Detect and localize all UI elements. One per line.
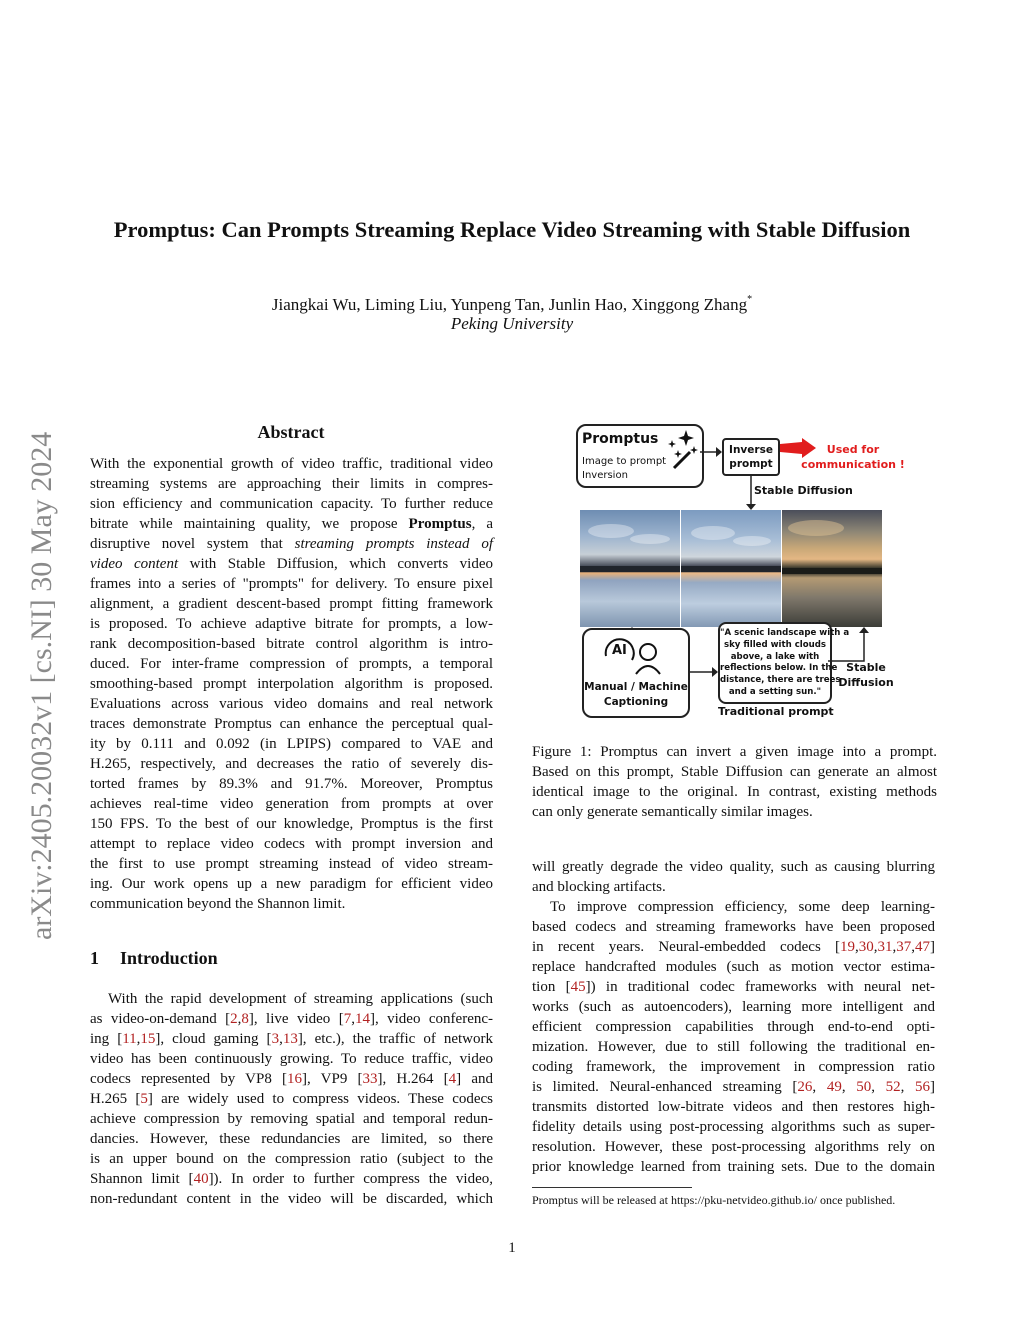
text-line: sion efficiency and communication capacity. To further reduce [90,496,493,512]
citation-link[interactable]: 7 [343,1011,352,1027]
captioning-box [582,628,690,718]
text-line: the first to use prompt streaming instead of video stream- [90,856,493,872]
prompt-line: sky filled with clouds [723,639,827,650]
traditional-prompt-box [718,622,850,704]
text-line: smoothing-based prompt interpolation algorithm is proposed. [90,676,493,692]
captioning-label-line: Captioning [603,696,669,708]
citation-link[interactable]: 5 [140,1091,148,1107]
page-number: 1 [508,1240,516,1256]
citation-link[interactable]: 52 [885,1079,901,1095]
text-line: Evaluations across various video domains and real network [90,696,493,712]
text-line: ing. Our work opens up a new paradigm for efficient video [90,876,493,892]
text-line: 150 FPS. To the best of our knowledge, Promptus is the first [90,816,493,832]
citation-link[interactable]: 19 [840,939,855,955]
text-line: resolution. However, these post-processing algorithms rely on [532,1139,935,1155]
corresponding-author-mark: * [747,294,753,305]
text-line: in recent years. Neural-embedded codecs [19,30,31,37,47] [532,939,935,955]
stable-diffusion-label: Stable Diffusion [754,484,853,497]
text-line: alignment, a gradient descent-based prompt fitting framework [90,596,493,612]
emphasis-text: streaming prompts instead of [294,536,494,552]
figure-caption [532,742,937,822]
label-line: Diffusion [838,676,894,689]
prompt-line: and a setting sun." [728,686,822,697]
citation-link[interactable]: 37 [896,939,912,955]
promptus-box-subtitle: Image to prompt [582,456,667,467]
citation-link[interactable]: 3 [271,1031,280,1047]
stable-diffusion-right-label [836,660,896,690]
authors-text: Jiangkai Wu, Liming Liu, Yunpeng Tan, Junlin Hao, Xinggong Zhang [271,295,748,314]
text-line: is an upper bound on the compression ratio (subject to the [90,1151,493,1167]
caption-line: Figure 1: Promptus can invert a given image into a prompt. [532,744,937,760]
citation-link[interactable]: 40 [193,1171,209,1187]
text-line: disruptive novel system that streaming prompts instead of [90,536,494,552]
traditional-prompt-label: Traditional prompt [718,705,834,718]
affiliation: Peking University [450,314,574,333]
promptus-box-title: Promptus [582,431,659,447]
citation-link[interactable]: 2 [230,1011,238,1027]
text-line: coding framework, the improvement in compression ratio [532,1059,935,1075]
text-line: H.265 [5] are widely used to compress videos. These codecs [90,1091,494,1107]
footnote-rule [532,1187,692,1188]
text-line: torted frames by 89.3% and 91.7%. Moreover, Promptus [90,776,493,792]
label-line: Stable [846,661,886,674]
text-line: With the exponential growth of video traffic, traditional video [90,456,493,472]
prompt-line: "A scenic landscape with a [720,628,850,638]
text-line: and blocking artifacts. [532,879,666,895]
promptus-box-subtitle: Inversion [582,470,628,481]
promptus-box [576,424,704,488]
text-line: prior knowledge learned from training sets. Due to the domain [532,1159,935,1175]
text-line: communication beyond the Shannon limit. [90,896,346,912]
text-line: non-redundant content in the video will be discarded, which [90,1191,493,1207]
text-line: is proposed. To achieve adaptive bitrate for prompts, a low- [90,616,493,632]
prompt-line: reflections below. In the [720,663,838,674]
citation-link[interactable]: 4 [448,1071,457,1087]
footnote: Promptus will be released at https://pku-netvideo.github.io/ once published. [532,1193,896,1207]
figure-1 [532,418,937,728]
traditional-prompt-text [720,624,850,699]
prompt-line: distance, there are trees [720,675,841,686]
arrow-icon [700,446,722,458]
text-line: ing [11,15], cloud gaming [3,13], etc.), the traffic of network [90,1031,494,1047]
ai-label: AI [612,643,627,658]
text-line: bitrate while maintaining quality, we propose Promptus, a [90,516,493,532]
text-line: tion [45]) in traditional codec frameworks with neural net- [532,979,935,995]
text-line: attempt to replace video codecs with prompt inversion and [90,836,493,852]
text-line: Shannon limit [40]). In order to further compress the video, [90,1171,493,1187]
text-line: is limited. Neural-enhanced streaming [26, 49, 50, 52, 56] [532,1079,936,1095]
captioning-label-line: Manual / Machine [584,681,688,693]
citation-link[interactable]: 50 [856,1079,872,1095]
text-line: transmits distorted low-bitrate videos and then restores high- [532,1099,935,1115]
inverse-prompt-label: Inverse [729,444,773,456]
citation-link[interactable]: 49 [826,1079,842,1095]
introduction-body [90,989,493,1209]
citation-link[interactable]: 15 [140,1031,156,1047]
section-title: Introduction [120,948,218,968]
text-line: fidelity details using post-processing algorithms such as super- [532,1119,935,1135]
note-line: communication ! [801,458,905,471]
text-line: ity by 0.111 and 0.092 (in LPIPS) compared to VAE and [90,736,493,752]
promptus-generated-image [681,510,781,627]
magic-wand-icon [666,428,702,472]
text-line: rank decomposition-based bitrate control algorithm is intro- [90,636,493,652]
used-for-communication-note [800,442,906,472]
arrow-icon [688,666,718,678]
text-line: To improve compression efficiency, some deep learning- [550,899,935,915]
text-line: replace handcrafted modules (such as motion vector estima- [532,959,935,975]
original-image [580,510,680,627]
paper-title: Promptus: Can Prompts Streaming Replace Video Streaming with Stable Diffusion [113,217,911,242]
prompt-line: above, a lake with [730,651,820,662]
text-line: works (such as autoencoders), learning more intelligent and [532,999,935,1015]
right-column-body [532,857,935,1177]
text-line: dancies. However, these redundancies are limited, so there [90,1131,493,1147]
text-line: With the rapid development of streaming applications (such [108,991,493,1007]
text-line: efficient compression capabilities through end-to-end opti- [532,1019,935,1035]
citation-link[interactable]: 13 [282,1031,298,1047]
citation-link[interactable]: 33 [362,1071,378,1087]
text-line: video content with Stable Diffusion, which converts video [90,556,494,572]
text-line: achieve compression by removing spatial and temporal redun- [90,1111,493,1127]
abstract-body [90,454,493,914]
abstract-heading: Abstract [257,422,325,442]
section-number: 1 [90,948,99,968]
traditional-generated-image [782,510,882,627]
section-heading-introduction [90,946,493,970]
caption-line: Based on this prompt, Stable Diffusion can generate an almost [532,764,937,780]
text-line: duced. For inter-frame compression of prompts, a temporal [90,656,493,672]
arxiv-stamp: arXiv:2405.20032v1 [cs.NI] 30 May 2024 [25,431,58,940]
text-line: frames into a series of "prompts" for delivery. To ensure pixel [90,576,493,592]
citation-link[interactable]: 31 [877,939,893,955]
text-line: mization. However, due to still following the traditional en- [532,1039,935,1055]
text-line: traces demonstrate Promptus can enhance the perceptual qual- [90,716,493,732]
text-line: will greatly degrade the video quality, such as causing blurring [532,859,935,875]
note-line: Used for [826,443,880,456]
text-line: codecs represented by VP8 [16], VP9 [33], H.264 [4] and [90,1071,493,1087]
text-line: based codecs and streaming frameworks have been proposed [532,919,935,935]
captioning-label [584,680,688,710]
caption-line: identical image to the original. In contrast, existing methods [532,784,937,800]
citation-link[interactable]: 45 [570,979,586,995]
citation-link[interactable]: 56 [915,1079,931,1095]
citation-link[interactable]: 16 [287,1071,303,1087]
text-line: streaming systems are approaching their limits in compres- [90,476,493,492]
text-line: achieves real-time video generation from prompts at over [90,796,493,812]
citation-link[interactable]: 47 [915,939,930,955]
emphasis-text: video content [90,556,179,572]
inverse-prompt-box [722,438,780,476]
citation-link[interactable]: 26 [797,1079,813,1095]
citation-link[interactable]: 8 [241,1011,249,1027]
text-line: as video-on-demand [2,8], live video [7,14], video conferenc- [90,1011,493,1027]
citation-link[interactable]: 11 [122,1031,137,1047]
text-line: H.265, respectively, and decreases the ratio of severely dis- [90,756,493,772]
citation-link[interactable]: 14 [354,1011,370,1027]
caption-line: can only generate semantically similar images. [532,804,813,820]
citation-link[interactable]: 30 [858,939,874,955]
promptus-bold: Promptus [408,516,472,532]
text-line: video has been continuously growing. To reduce traffic, video [90,1051,493,1067]
inverse-prompt-label: prompt [729,458,773,470]
